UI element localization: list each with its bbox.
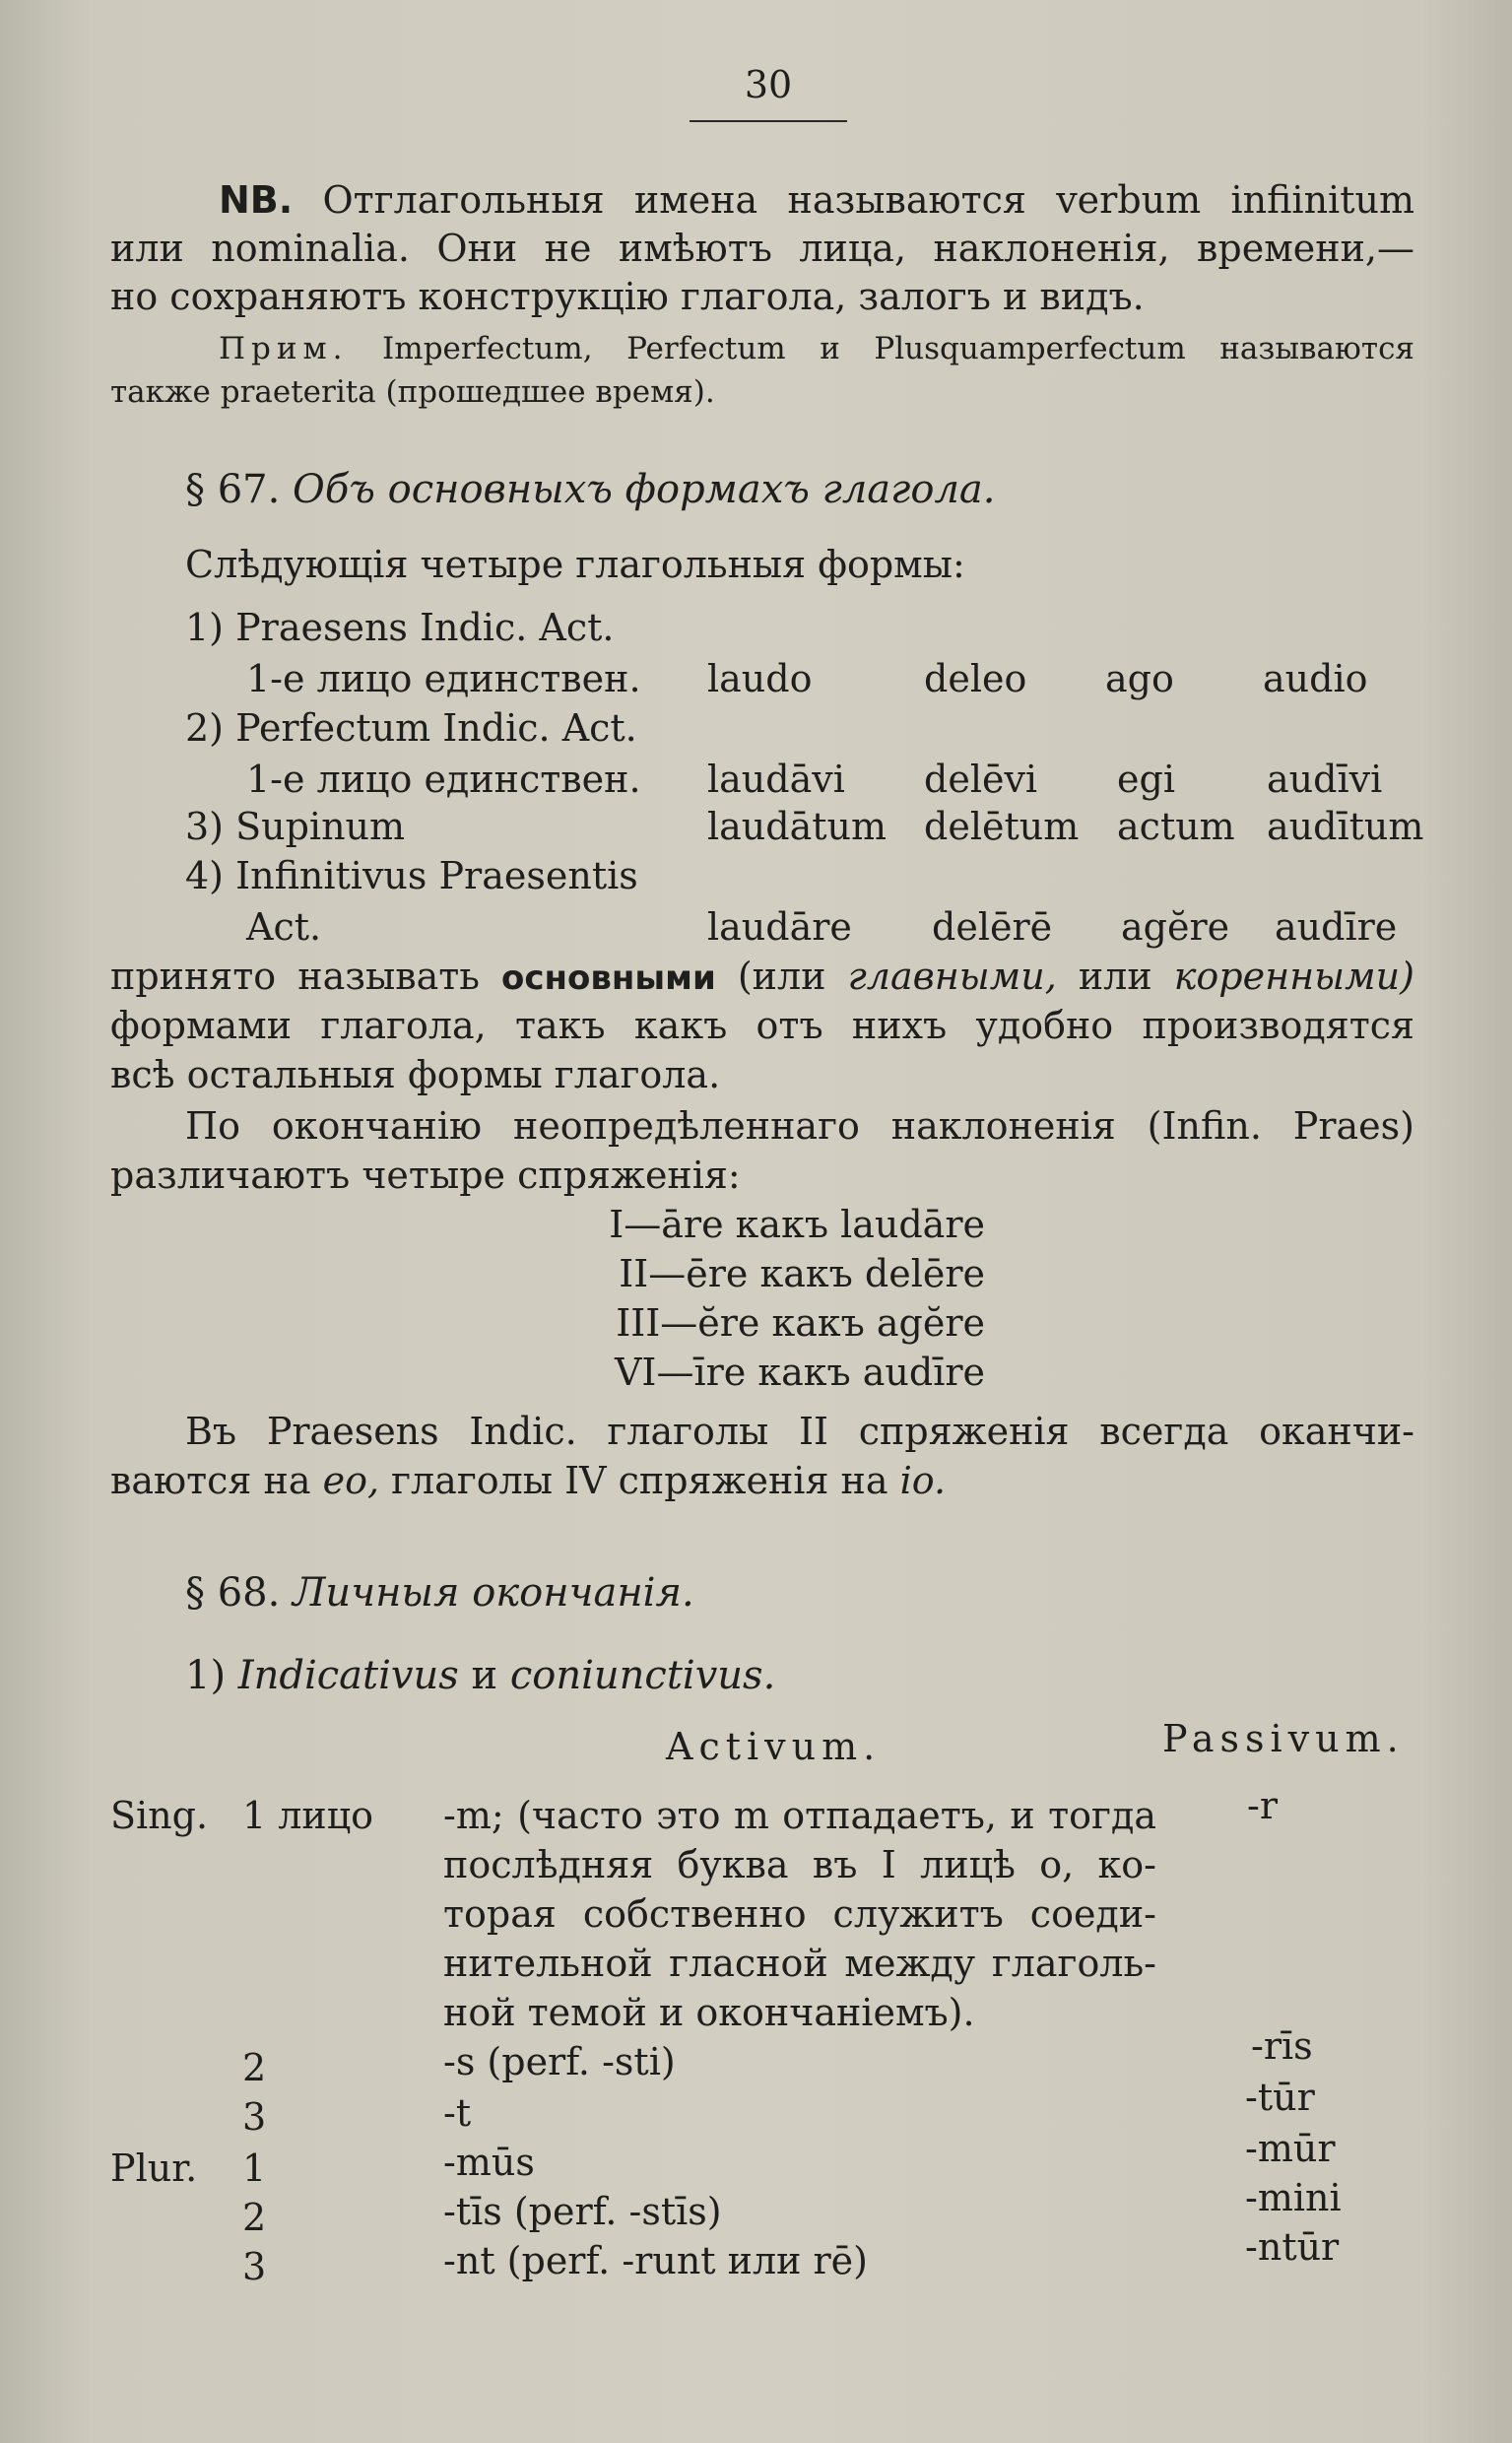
row-5-active: -tīs (perf. -stīs) [443,2190,722,2233]
row-1-active-line-3 [443,1889,1156,1939]
row-5-passive: -mini [1245,2176,1342,2219]
row-1-active-line-1-text: -m; (часто это m отпадаетъ, и тогда [443,1794,1156,1837]
row-4-person: 1 [242,2146,267,2190]
form-1-label: 1) Praesens Indic. Act. [185,606,615,649]
row-1-passive: -r [1247,1784,1279,1827]
conjugation-4 [532,1348,985,1397]
subheading-coniunctivus: coniunctivus. [509,1653,776,1698]
form-4-sub: Act. [246,905,322,949]
section-68-subheading [185,1651,775,1700]
form-2-sub: 1-е лицо единствен. [246,758,641,801]
subheading-indicativus: Indicativus [237,1653,459,1698]
row-6-active: -nt (perf. -runt или rē) [443,2239,868,2282]
form-1-sub: 1-е лицо единствен. [246,657,641,700]
note-label: Прим. [219,331,349,366]
form-4-agere: agĕre [1121,905,1230,949]
para1-text-e: или [1078,955,1152,998]
form-2-delevi: delēvi [924,758,1038,801]
para3-line-1: Въ Praesens Indic. глаголы II спряженія всегда оканчи- [185,1410,1414,1453]
conjugation-2 [532,1249,985,1298]
para1-italic-root: коренными) [1173,955,1414,998]
section-67-heading [185,465,995,514]
form-1-deleo: deleo [924,657,1027,700]
para1-line-3: всѣ остальныя формы глагола. [110,1053,721,1096]
section-67-title: Объ основныхъ формахъ глагола. [293,467,996,512]
section-68-number: § 68. [185,1570,281,1616]
para1-line-2: формами глагола, такъ какъ отъ нихъ удобно производятся [110,1004,1414,1047]
section-68-title: Личныя окончанія. [293,1570,694,1616]
row-1-active-line-4 [443,1939,1156,1988]
row-2-person: 2 [242,2046,267,2089]
form-3-actum: actum [1117,805,1235,848]
nb-line-2: или nominalia. Они не имѣютъ лица, наклоненія, времени,— [110,227,1414,270]
para3-text-c: глаголы IV спряженія на [391,1459,888,1502]
para3-line-2 [110,1456,946,1505]
para1-text-a: принято называть [110,955,480,998]
para1-line-1 [110,952,1414,1003]
note-line-1-text: Imperfectum, Perfectum и Plusquamperfectum называются [382,331,1414,366]
para3-italic-io: io. [899,1459,947,1502]
row-1-person: 1 лицо [242,1794,374,1837]
form-2-egi: egi [1117,758,1175,801]
form-2-laudavi: laudāvi [707,758,845,801]
row-1-active-line-1 [443,1791,1156,1840]
row-1-active-line-2 [443,1840,1156,1889]
form-2-audivi: audīvi [1267,758,1383,801]
row-6-passive: -ntūr [1245,2225,1340,2269]
para3-text-a: ваются на [110,1459,311,1502]
form-3-deletum: delētum [924,805,1080,848]
section-67-intro: Слѣдующія четыре глагольныя формы: [185,543,965,586]
subheading-and: и [471,1653,498,1698]
para1-bold-term: основными [501,958,716,998]
row-1-active-line-2-text: послѣдняя буква въ I лицѣ o, ко- [443,1843,1156,1886]
form-4-label: 4) Infinitivus Praesentis [185,854,638,897]
row-1-active-line-5: ной темой и окончаніемъ). [443,1991,975,2034]
note-line-2: также praeterita (прошедшее время). [110,374,715,410]
form-1-ago: ago [1105,657,1174,700]
page-number-rule [690,120,847,122]
form-3-label: 3) Supinum [185,805,406,848]
row-1-active-line-4-text: нительной гласной между глаголь- [443,1942,1156,1985]
row-1-active-line-3-text: торая собственно служитъ соеди- [443,1892,1156,1936]
form-1-laudo: laudo [707,657,813,700]
column-activum: Activum. [666,1725,882,1768]
row-5-person: 2 [242,2196,267,2239]
nb-line-3: но сохраняютъ конструкцію глагола, залогъ и видъ. [110,275,1145,318]
nb-line-1 [219,175,1414,225]
note-line-1 [219,327,1414,370]
conjugation-3-text: III—ĕre какъ agĕre [616,1301,985,1345]
form-4-delere: delērē [932,905,1053,949]
row-3-passive: -tūr [1245,2076,1315,2119]
row-sing-label: Sing. [110,1794,209,1837]
conjugation-1 [532,1200,985,1249]
form-3-laudatum: laudātum [707,805,887,848]
form-4-laudare: laudāre [707,905,852,949]
section-68-heading [185,1568,694,1618]
para2-line-1: По окончанію неопредѣленнаго наклоненія (Infin. Praes) [185,1104,1414,1148]
conjugation-2-text: II—ēre какъ delēre [619,1252,985,1295]
para1-italic-main: главными, [847,955,1057,998]
conjugation-3 [532,1298,985,1348]
section-67-number: § 67. [185,467,281,512]
nb-label: NB. [219,178,294,222]
column-passivum: Passivum. [1162,1717,1405,1760]
page-number: 30 [744,63,793,106]
row-2-active: -s (perf. -sti) [443,2040,676,2083]
para3-italic-eo: eo, [322,1459,380,1502]
conjugation-1-text: I—āre какъ laudāre [609,1203,985,1246]
row-4-passive: -mūr [1245,2127,1336,2170]
conjugation-4-text: VI—īre какъ audīre [614,1351,985,1394]
row-2-passive: -rīs [1251,2024,1313,2068]
form-2-label: 2) Perfectum Indic. Act. [185,706,637,750]
subheading-number: 1) [185,1653,227,1698]
form-1-audio: audio [1263,657,1368,700]
para2-line-2: различаютъ четыре спряженія: [110,1154,741,1197]
row-4-active: -mūs [443,2141,535,2184]
row-6-person: 3 [242,2245,267,2288]
nb-line-1-text: Отглагольныя имена называются verbum infiinitum [322,178,1414,222]
form-3-auditum: audītum [1267,805,1424,848]
row-3-active: -t [443,2091,472,2135]
para1-text-c: (или [737,955,826,998]
row-3-person: 3 [242,2095,267,2139]
form-4-audire: audīre [1275,905,1398,949]
row-plur-label: Plur. [110,2146,198,2190]
